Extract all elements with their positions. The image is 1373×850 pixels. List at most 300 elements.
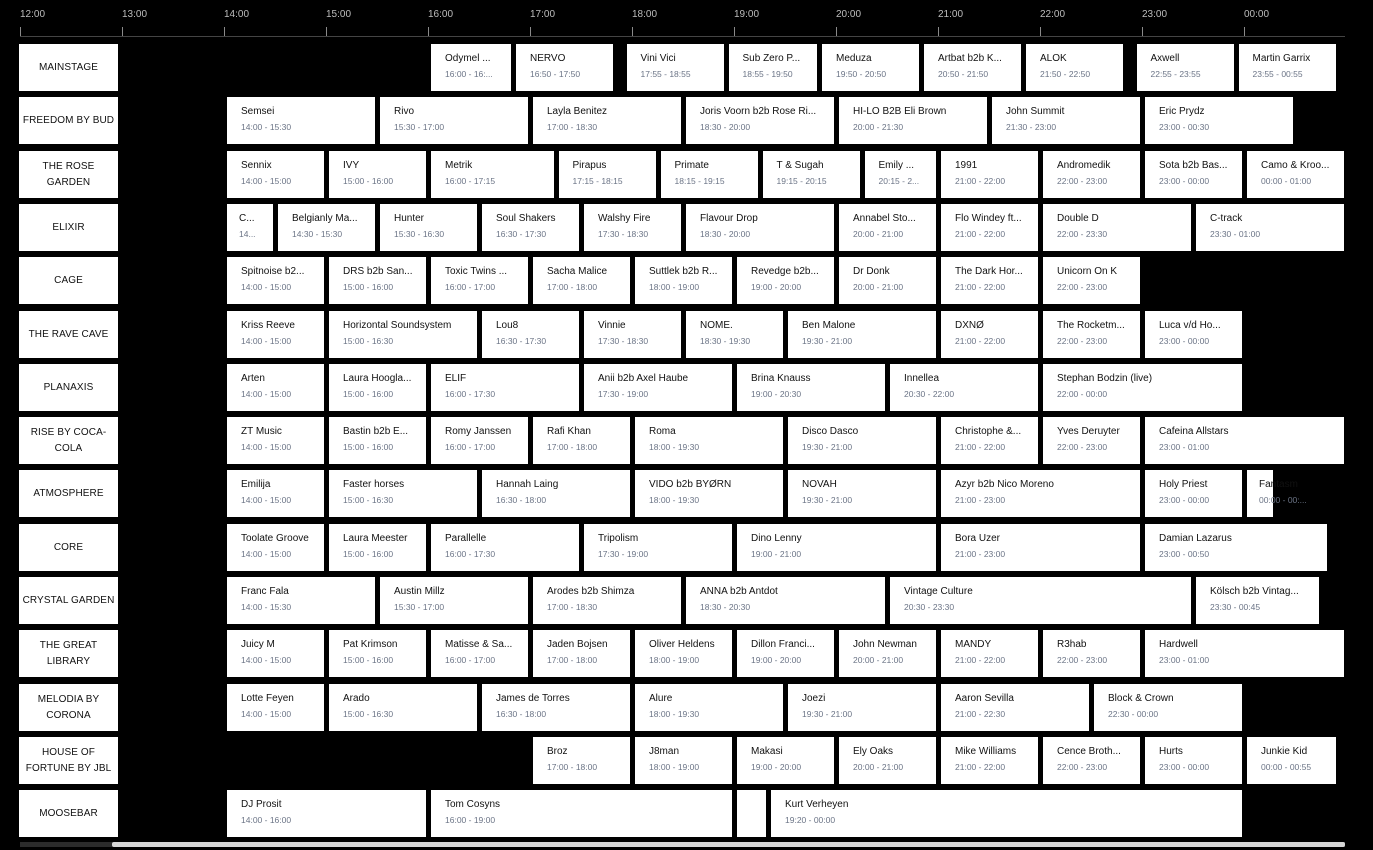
act-slot[interactable] [941,524,1140,571]
stage-name: ELIXIR [52,221,85,233]
act-time: 14:00 - 15:00 [241,176,292,186]
act-slot[interactable] [890,364,1038,411]
act-slot[interactable] [1043,737,1140,784]
act-time: 20:00 - 21:00 [853,282,904,292]
act-slot[interactable] [516,44,613,91]
act-slot[interactable] [533,417,630,464]
act-time: 19:00 - 20:00 [751,762,802,772]
act-name: Meduza [836,53,872,64]
act-slot[interactable] [686,204,834,251]
act-slot[interactable] [1145,524,1327,571]
act-name: Annabel Sto... [853,213,916,224]
act-slot[interactable] [227,417,324,464]
act-name: Spitnoise b2... [241,266,305,277]
act-name: John Summit [1006,106,1065,117]
act-time: 20:30 - 22:00 [904,389,955,399]
act-name: Rafi Khan [547,426,591,437]
act-slot[interactable] [635,684,783,731]
act-name: Aaron Sevilla [955,693,1014,704]
act-slot[interactable] [941,311,1038,358]
act-time: 22:00 - 23:00 [1057,336,1108,346]
act-slot[interactable] [941,470,1140,517]
act-name: Martin Garrix [1252,53,1311,64]
act-slot[interactable] [822,44,919,91]
act-slot[interactable] [482,684,630,731]
act-slot[interactable] [431,524,579,571]
act-slot[interactable] [635,630,732,677]
time-label: 18:00 [632,9,658,20]
act-slot[interactable] [329,524,426,571]
act-slot[interactable] [890,577,1191,624]
stage-name: CORE [53,541,84,553]
act-slot[interactable] [329,470,477,517]
act-name: Vintage Culture [904,586,973,597]
act-name: ALOK [1040,53,1067,64]
act-name: Junkie Kid [1261,746,1308,757]
act-time: 14:30 - 15:30 [292,229,343,239]
act-time: 18:30 - 20:00 [700,122,751,132]
stage-label [19,44,118,91]
act-name: Sota b2b Bas... [1159,160,1228,171]
stage-name: CAGE [54,274,83,286]
act-slot[interactable] [329,364,426,411]
act-name: Luca v/d Ho... [1159,320,1221,331]
act-name: IVY [343,160,360,171]
act-slot[interactable] [839,737,936,784]
act-slot[interactable] [1145,151,1242,198]
act-time: 17:30 - 18:30 [598,229,649,239]
act-time: 18:00 - 19:00 [649,282,700,292]
act-slot[interactable] [431,417,528,464]
act-time: 17:30 - 19:00 [598,389,649,399]
time-label: 00:00 [1244,9,1270,20]
act-slot[interactable] [737,524,936,571]
act-slot[interactable] [431,364,579,411]
act-slot[interactable] [584,311,681,358]
act-slot[interactable] [227,311,324,358]
act-slot[interactable] [431,630,528,677]
act-slot[interactable] [1247,737,1336,784]
act-slot[interactable] [227,364,324,411]
act-time: 19:50 - 20:50 [836,69,887,79]
act-slot[interactable] [1043,364,1242,411]
act-slot[interactable] [686,311,783,358]
act-slot[interactable] [329,684,477,731]
act-slot[interactable] [1247,470,1307,517]
act-time: 23:00 - 01:00 [1159,442,1210,452]
act-time: 20:30 - 23:30 [904,602,955,612]
act-time: 16:00 - 17:15 [445,176,496,186]
act-slot[interactable] [788,417,936,464]
act-time: 23:00 - 01:00 [1159,655,1210,665]
act-slot[interactable] [686,97,834,144]
act-time: 21:50 - 22:50 [1040,69,1091,79]
act-time: 18:00 - 19:00 [649,655,700,665]
act-name: The Rocketm... [1057,320,1125,331]
act-time: 19:00 - 20:30 [751,389,802,399]
act-time: 16:50 - 17:50 [530,69,581,79]
act-time: 22:00 - 23:00 [1057,176,1108,186]
act-slot[interactable] [941,417,1038,464]
stage-label [19,151,118,198]
act-name: John Newman [853,639,917,650]
act-slot[interactable] [941,257,1038,304]
act-slot[interactable] [788,684,936,731]
act-slot[interactable] [380,204,477,251]
act-slot[interactable] [635,470,783,517]
act-name: Faster horses [343,479,405,490]
act-slot[interactable] [431,257,528,304]
act-slot[interactable] [635,257,732,304]
act-slot[interactable] [1145,470,1242,517]
act-name: Roma [649,426,676,437]
act-slot[interactable] [1145,417,1344,464]
act-name: HI-LO B2B Eli Brown [853,106,947,117]
act-time: 16:30 - 18:00 [496,709,547,719]
act-name: Sub Zero P... [742,53,801,64]
act-name: Brina Knauss [751,373,811,384]
act-name: Artbat b2b K... [938,53,1002,64]
act-time: 23:30 - 00:45 [1210,602,1261,612]
act-time: 16:00 - 17:30 [445,549,496,559]
act-slot[interactable] [533,630,630,677]
act-name: Romy Janssen [445,426,512,437]
stage-label [19,630,118,677]
act-slot[interactable] [431,44,511,91]
act-slot[interactable] [1196,204,1344,251]
act-time: 22:00 - 23:00 [1057,282,1108,292]
act-slot[interactable] [278,204,375,251]
act-name: ANNA b2b Antdot [700,586,778,597]
stage-label [19,97,118,144]
act-slot[interactable] [1145,311,1242,358]
act-name: C... [239,213,255,224]
act-slot[interactable] [941,151,1038,198]
act-name: Juicy M [241,639,275,650]
act-slot[interactable] [1196,577,1319,624]
act-name: Emily ... [878,160,915,171]
act-slot[interactable] [737,630,834,677]
act-slot[interactable] [924,44,1021,91]
act-time: 17:00 - 18:30 [547,602,598,612]
act-slot[interactable] [788,470,936,517]
time-label: 16:00 [428,9,454,20]
act-name: Dr Donk [853,266,890,277]
act-slot[interactable] [431,790,732,837]
act-slot[interactable] [329,630,426,677]
act-slot[interactable] [1145,630,1344,677]
act-name: Kölsch b2b Vintag... [1210,586,1299,597]
act-name: DJ Prosit [241,799,282,810]
act-slot[interactable] [533,257,630,304]
act-slot[interactable] [763,151,860,198]
act-name: The Dark Hor... [955,266,1023,277]
act-time: 21:00 - 22:00 [955,176,1006,186]
act-time: 18:30 - 20:00 [700,229,751,239]
act-time: 22:00 - 23:00 [1057,442,1108,452]
act-name: R3hab [1057,639,1087,650]
act-slot[interactable] [329,311,477,358]
act-slot[interactable] [865,151,937,198]
act-slot[interactable] [1247,151,1344,198]
act-time: 20:00 - 21:00 [853,762,904,772]
act-slot[interactable] [227,630,324,677]
act-time: 00:00 - 00:55 [1261,762,1312,772]
act-name: Ben Malone [802,320,856,331]
act-slot[interactable] [1094,684,1242,731]
act-time: 18:00 - 19:30 [649,495,700,505]
act-name: 1991 [955,160,978,171]
act-slot[interactable] [533,577,681,624]
act-time: 17:30 - 18:30 [598,336,649,346]
act-slot[interactable] [1043,630,1140,677]
act-slot[interactable] [559,151,656,198]
act-name: Odymel ... [445,53,491,64]
act-name: Dillon Franci... [751,639,815,650]
act-name: J8man [649,746,680,757]
act-name: Eric Prydz [1159,106,1205,117]
act-name: Joezi [802,693,826,704]
act-name: Metrik [445,160,473,171]
stage-name: FREEDOM BY BUD [22,114,115,126]
stage-label [19,577,118,624]
act-slot[interactable] [227,151,324,198]
act-slot[interactable] [227,790,426,837]
stage-name: ATMOSPHERE [33,487,104,499]
stage-label [19,470,118,517]
act-slot[interactable] [635,737,732,784]
act-slot[interactable] [737,737,834,784]
act-slot[interactable] [941,684,1089,731]
act-slot[interactable] [227,97,375,144]
act-slot[interactable] [1043,257,1140,304]
act-time: 17:30 - 19:00 [598,549,649,559]
act-time: 23:00 - 00:00 [1159,495,1210,505]
act-time: 21:00 - 22:00 [955,442,1006,452]
act-slot[interactable] [431,151,554,198]
act-time: 20:50 - 21:50 [938,69,989,79]
act-time: 16:00 - 19:00 [445,815,496,825]
act-name: Revedge b2b... [751,266,819,277]
act-time: 17:00 - 18:00 [547,282,598,292]
act-name: Stephan Bodzin (live) [1057,373,1153,384]
act-time: 16:30 - 17:30 [496,336,547,346]
act-time: 17:00 - 18:00 [547,762,598,772]
act-time: 19:20 - 00:00 [785,815,836,825]
act-time: 19:30 - 21:00 [802,336,853,346]
act-time: 00:00 - 00:... [1259,495,1307,505]
act-slot[interactable] [584,524,732,571]
act-name: Anii b2b Axel Haube [598,373,689,384]
act-name: Innellea [904,373,940,384]
act-name: Jaden Bojsen [547,639,608,650]
act-slot[interactable] [788,311,936,358]
act-name: DRS b2b San... [343,266,413,277]
act-slot[interactable] [227,257,324,304]
act-name: Disco Dasco [802,426,859,437]
act-slot[interactable] [941,204,1038,251]
act-time: 22:55 - 23:55 [1150,69,1201,79]
act-time: 16:00 - 17:30 [445,389,496,399]
act-slot[interactable] [839,204,936,251]
act-slot[interactable] [771,790,1242,837]
act-time: 19:00 - 21:00 [751,549,802,559]
act-time: 19:00 - 20:00 [751,282,802,292]
act-time: 14:00 - 15:00 [241,442,292,452]
act-time: 16:00 - 17:00 [445,655,496,665]
time-label: 22:00 [1040,9,1066,20]
act-name: Holy Priest [1159,479,1208,490]
act-time: 14:00 - 16:00 [241,815,292,825]
act-slot[interactable] [1043,417,1140,464]
act-time: 23:00 - 00:00 [1159,762,1210,772]
act-slot[interactable] [380,577,528,624]
act-slot[interactable] [329,417,426,464]
act-slot[interactable] [992,97,1140,144]
stage-label [19,790,118,837]
act-time: 14:00 - 15:00 [241,709,292,719]
act-name: ZT Music [241,426,282,437]
act-time: 18:00 - 19:30 [649,709,700,719]
act-name: Arado [343,693,370,704]
stage-label [19,311,118,358]
act-slot[interactable] [1043,204,1191,251]
act-time: 15:00 - 16:30 [343,336,394,346]
act-slot[interactable] [227,524,324,571]
act-time: 14:00 - 15:00 [241,336,292,346]
act-time: 19:00 - 20:00 [751,655,802,665]
act-name: Dino Lenny [751,533,802,544]
act-time: 20:00 - 21:00 [853,229,904,239]
stage-label [19,417,118,464]
act-name: Sacha Malice [547,266,608,277]
act-slot[interactable] [941,737,1038,784]
act-slot[interactable] [686,577,885,624]
act-slot[interactable] [1239,44,1336,91]
act-time: 16:30 - 18:00 [496,495,547,505]
act-time: 14:00 - 15:30 [241,602,292,612]
act-name: Toolate Groove [241,533,309,544]
act-name: Semsei [241,106,275,117]
act-slot[interactable] [482,470,630,517]
act-slot[interactable] [737,790,766,837]
act-slot[interactable] [533,97,681,144]
act-time: 22:00 - 23:30 [1057,229,1108,239]
act-name: James de Torres [496,693,570,704]
act-slot[interactable] [729,44,818,91]
act-time: 21:00 - 22:30 [955,709,1006,719]
act-time: 15:00 - 16:30 [343,495,394,505]
act-slot[interactable] [227,577,375,624]
act-name: Suttlek b2b R... [649,266,718,277]
time-label: 12:00 [20,9,46,20]
stage-label [19,524,118,571]
act-time: 16:30 - 17:30 [496,229,547,239]
act-name: Hurts [1159,746,1183,757]
act-name: Walshy Fire [598,213,651,224]
act-time: 18:00 - 19:30 [649,442,700,452]
act-slot[interactable] [584,204,681,251]
act-time: 19:30 - 21:00 [802,709,853,719]
act-time: 20:00 - 21:30 [853,122,904,132]
act-slot[interactable] [661,151,758,198]
act-name: Soul Shakers [496,213,556,224]
act-slot[interactable] [1145,97,1293,144]
act-name: Fantasm [1259,479,1298,490]
act-time: 21:30 - 23:00 [1006,122,1057,132]
act-name: Lotte Feyen [241,693,294,704]
stage-name: THE ROSE GARDEN [42,160,95,188]
act-slot[interactable] [839,97,987,144]
act-slot[interactable] [839,257,936,304]
act-name: Laura Meester [343,533,408,544]
act-time: 22:00 - 23:00 [1057,762,1108,772]
act-slot[interactable] [533,737,630,784]
act-name: Kriss Reeve [241,320,295,331]
act-slot[interactable] [329,257,426,304]
act-name: Flavour Drop [700,213,758,224]
act-name: Unicorn On K [1057,266,1118,277]
act-slot[interactable] [1043,151,1140,198]
horizontal-scrollbar[interactable] [20,842,1345,847]
act-slot[interactable] [839,630,936,677]
act-time: 18:55 - 19:50 [742,69,793,79]
act-name: Franc Fala [241,586,289,597]
act-name: Horizontal Soundsystem [343,320,452,331]
act-name: Arten [241,373,265,384]
act-name: Joris Voorn b2b Rose Ri... [700,106,817,117]
act-slot[interactable] [1137,44,1234,91]
act-time: 15:00 - 16:00 [343,282,394,292]
act-name: Sennix [241,160,272,171]
act-slot[interactable] [482,311,579,358]
act-time: 14:00 - 15:00 [241,655,292,665]
act-slot[interactable] [635,417,783,464]
act-slot[interactable] [1043,311,1140,358]
act-time: 21:00 - 22:00 [955,229,1006,239]
stage-name: RISE BY COCA-COLA [30,426,107,454]
act-time: 17:00 - 18:30 [547,122,598,132]
act-slot[interactable] [1145,737,1242,784]
act-time: 21:00 - 23:00 [955,549,1006,559]
time-label: 15:00 [326,9,352,20]
act-slot[interactable] [329,151,426,198]
act-slot[interactable] [1026,44,1123,91]
act-name: Austin Millz [394,586,445,597]
act-name: Layla Benitez [547,106,608,117]
act-name: Andromedik [1057,160,1111,171]
act-time: 18:30 - 19:30 [700,336,751,346]
act-slot[interactable] [482,204,579,251]
act-slot[interactable] [941,630,1038,677]
act-name: Bastin b2b E... [343,426,409,437]
act-slot[interactable] [227,470,324,517]
act-slot[interactable] [737,364,885,411]
act-name: Primate [674,160,709,171]
scrollbar-thumb[interactable] [112,842,1345,847]
act-slot[interactable] [227,684,324,731]
act-slot[interactable] [227,204,273,251]
act-slot[interactable] [380,97,528,144]
stage-label [19,257,118,304]
act-time: 21:00 - 22:00 [955,762,1006,772]
act-slot[interactable] [584,364,732,411]
act-time: 15:00 - 16:30 [343,709,394,719]
act-slot[interactable] [737,257,834,304]
act-name: Oliver Heldens [649,639,715,650]
act-slot[interactable] [627,44,724,91]
act-name: Bora Uzer [955,533,1001,544]
